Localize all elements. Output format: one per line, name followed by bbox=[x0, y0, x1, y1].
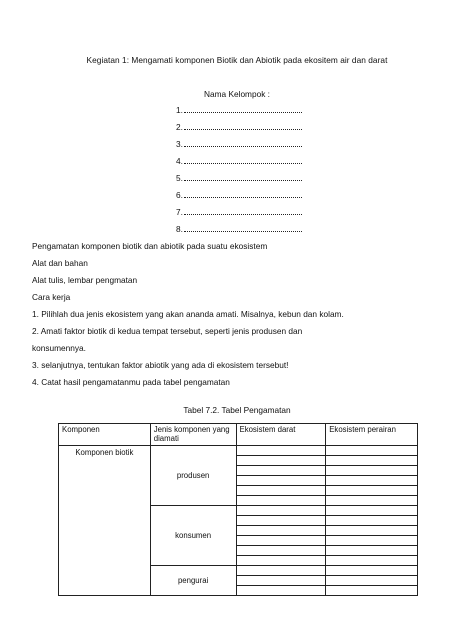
group-pengurai: pengurai bbox=[150, 566, 236, 596]
dotted-fill-line bbox=[184, 191, 302, 198]
table-cell bbox=[326, 516, 418, 526]
table-cell bbox=[326, 476, 418, 486]
page-title: Kegiatan 1: Mengamati komponen Biotik dan Abiotik pada ekositem air dan darat bbox=[86, 55, 388, 65]
member-number: 3. bbox=[176, 139, 183, 149]
table-cell bbox=[326, 486, 418, 496]
procedure-step-2: 2. Amati faktor biotik di kedua tempat tersebut, seperti jenis produsen dan bbox=[32, 326, 303, 336]
row-label-biotik: Komponen biotik bbox=[59, 446, 151, 596]
member-number: 4. bbox=[176, 156, 183, 166]
table-cell bbox=[236, 526, 326, 536]
table-cell bbox=[236, 516, 326, 526]
table-cell bbox=[236, 546, 326, 556]
table-cell bbox=[236, 506, 326, 516]
section-heading-materials: Alat dan bahan bbox=[32, 258, 88, 268]
member-line-3 bbox=[176, 139, 306, 149]
member-line-5 bbox=[176, 173, 306, 183]
table-caption: Tabel 7.2. Tabel Pengamatan bbox=[183, 405, 291, 415]
procedure-step-1: 1. Pilihlah dua jenis ekosistem yang akan ananda amati. Misalnya, kebun dan kolam. bbox=[32, 309, 344, 319]
table-cell bbox=[236, 446, 326, 456]
table-cell bbox=[326, 586, 418, 596]
member-number: 6. bbox=[176, 190, 183, 200]
dotted-fill-line bbox=[184, 123, 302, 130]
table-cell bbox=[236, 576, 326, 586]
table-cell bbox=[326, 526, 418, 536]
dotted-fill-line bbox=[184, 140, 302, 147]
table-cell bbox=[326, 446, 418, 456]
member-number: 5. bbox=[176, 173, 183, 183]
table-cell bbox=[236, 476, 326, 486]
procedure-step-2-cont: konsumennya. bbox=[32, 343, 86, 353]
dotted-fill-line bbox=[184, 174, 302, 181]
member-line-8 bbox=[176, 224, 306, 234]
table-cell bbox=[326, 536, 418, 546]
observation-table bbox=[58, 423, 418, 596]
member-line-7 bbox=[176, 207, 306, 217]
group-konsumen: konsumen bbox=[150, 506, 236, 566]
member-line-4 bbox=[176, 156, 306, 166]
table-cell bbox=[326, 566, 418, 576]
dotted-fill-line bbox=[184, 106, 302, 113]
member-line-2 bbox=[176, 122, 306, 132]
dotted-fill-line bbox=[184, 208, 302, 215]
dotted-fill-line bbox=[184, 157, 302, 164]
table-cell bbox=[326, 456, 418, 466]
member-line-1 bbox=[176, 105, 306, 115]
table-cell bbox=[326, 556, 418, 566]
group-produsen: produsen bbox=[150, 446, 236, 506]
header-ekosistem-darat: Ekosistem darat bbox=[236, 424, 326, 446]
materials-text: Alat tulis, lembar pengmatan bbox=[32, 275, 138, 285]
table-cell bbox=[236, 496, 326, 506]
member-number: 7. bbox=[176, 207, 183, 217]
table-cell bbox=[236, 566, 326, 576]
member-number: 8. bbox=[176, 224, 183, 234]
table-cell bbox=[236, 486, 326, 496]
member-number: 2. bbox=[176, 122, 183, 132]
header-komponen: Komponen bbox=[59, 424, 151, 446]
table-row bbox=[59, 446, 418, 456]
table-cell bbox=[326, 546, 418, 556]
procedure-step-3: 3. selanjutnya, tentukan faktor abiotik yang ada di ekosistem tersebut! bbox=[32, 360, 289, 370]
table-cell bbox=[326, 466, 418, 476]
table-cell bbox=[236, 556, 326, 566]
header-ekosistem-perairan: Ekosistem perairan bbox=[326, 424, 418, 446]
section-heading-observation: Pengamatan komponen biotik dan abiotik pada suatu ekosistem bbox=[32, 241, 268, 251]
table-cell bbox=[236, 466, 326, 476]
header-jenis-komponen: Jenis komponen yang diamati bbox=[150, 424, 236, 446]
member-number: 1. bbox=[176, 105, 183, 115]
table-header-row bbox=[59, 424, 418, 446]
table-cell bbox=[236, 586, 326, 596]
procedure-step-4: 4. Catat hasil pengamatanmu pada tabel pengamatan bbox=[32, 377, 230, 387]
group-name-label: Nama Kelompok : bbox=[204, 89, 270, 99]
table-cell bbox=[326, 576, 418, 586]
table-cell bbox=[326, 496, 418, 506]
dotted-fill-line bbox=[184, 225, 302, 232]
table-cell bbox=[326, 506, 418, 516]
table-cell bbox=[236, 536, 326, 546]
member-line-6 bbox=[176, 190, 306, 200]
section-heading-procedure: Cara kerja bbox=[32, 292, 71, 302]
table-cell bbox=[236, 456, 326, 466]
